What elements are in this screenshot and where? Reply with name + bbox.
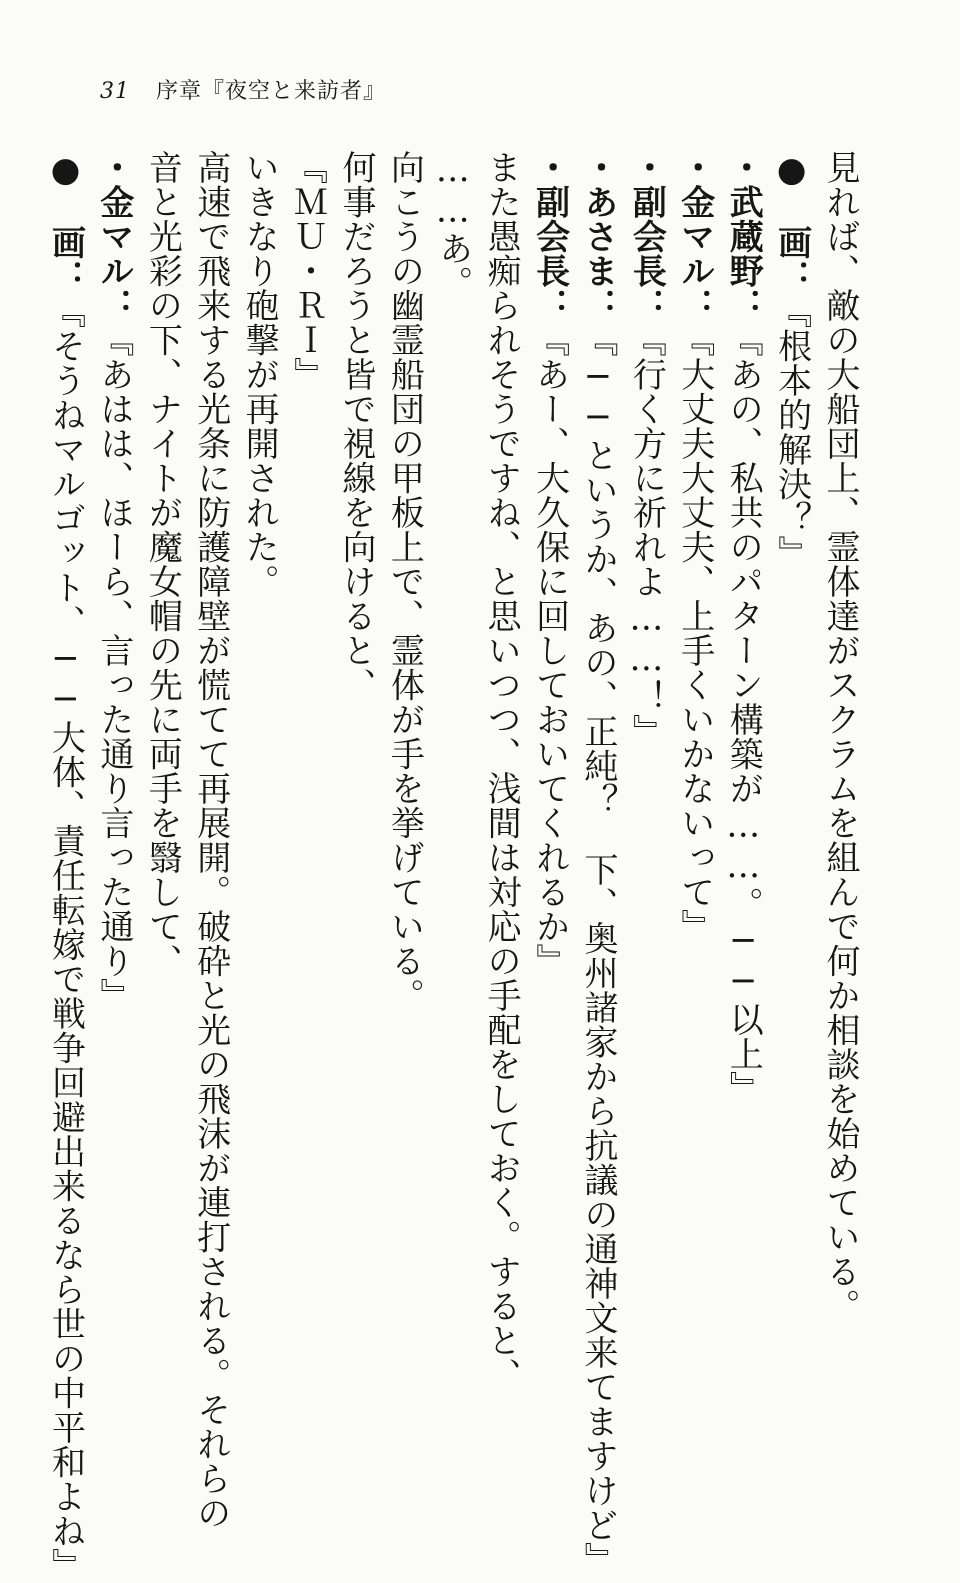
text-line: [622, 150, 670, 1300]
speaker-label: ・あさま：: [577, 150, 618, 323]
line-text: 『行く方に祈れよ……！』: [626, 322, 667, 749]
speaker-label: ● 画：: [771, 150, 812, 294]
text-line: [138, 150, 186, 1300]
text-line: [767, 150, 815, 1300]
speaker-label: ・武蔵野：: [723, 150, 764, 323]
text-line: [574, 150, 622, 1577]
line-text: 『そうねマルゴット、──大体、責任転嫁で戦争回避出来るなら世の中平和よね』: [45, 294, 86, 1583]
text-line: [525, 150, 573, 1300]
text-line: [332, 150, 380, 1300]
page-header: [100, 74, 386, 105]
page-number: 31: [100, 79, 130, 104]
text-line: [428, 150, 476, 1300]
line-text: 『あー、大久保に回しておいてくれるか』: [529, 322, 570, 978]
line-text: 見れば、敵の大船団上、霊体達がスクラムを組んで何か相談を始めている。: [820, 150, 860, 1323]
line-text: 『根本的解決？』: [771, 294, 812, 570]
text-line: [235, 150, 283, 1300]
text-line: [670, 150, 718, 1300]
text-line: [283, 150, 331, 1300]
line-text: 向こうの幽霊船団の甲板上で、霊体が手を挙げている。: [384, 150, 425, 1013]
text-line: [186, 150, 234, 1530]
line-text: 『あの、私共のパターン構築が……。──以上』: [723, 322, 764, 1106]
text-line: [816, 150, 864, 1323]
line-text: 何事だろうと皆で視線を向けると、: [335, 150, 376, 702]
vertical-body-text: [41, 150, 864, 1583]
line-text: 『──というか、あの、正純？ 下、奥州諸家から抗議の通神文来てますけど』: [577, 322, 618, 1577]
line-text: また愚痴られそうですね、と思いつつ、浅間は対応の手配をしておく。すると、: [481, 150, 522, 1392]
speaker-label: ● 画：: [45, 150, 86, 294]
speaker-label: ・金マル：: [674, 150, 715, 323]
text-line: [41, 150, 89, 1583]
line-text: いきなり砲撃が再開された。: [239, 150, 280, 599]
chapter-title: 序章『夜空と来訪者』: [156, 79, 387, 104]
text-line: [380, 150, 428, 1300]
line-text: 『大丈夫大丈夫、上手くいかないって』: [674, 322, 715, 944]
line-text: 音と光彩の下、ナイトが魔女帽の先に両手を翳して、: [142, 150, 183, 978]
line-text: 『あはは、ほーら、言った通り言った通り』: [93, 322, 134, 1013]
text-line: [477, 150, 525, 1392]
line-text: 高速で飛来する光条に防護障壁が慌てて再展開。破砕と光の飛沫が連打される。それらの: [190, 150, 231, 1530]
speaker-label: ・副会長：: [529, 150, 570, 323]
line-text: ……あ。: [432, 150, 473, 300]
text-line: [719, 150, 767, 1300]
speaker-label: ・副会長：: [626, 150, 667, 323]
speaker-label: ・金マル：: [93, 150, 134, 323]
text-line: [90, 150, 138, 1300]
line-text: 『ＭＵ・ＲＩ』: [287, 150, 328, 392]
